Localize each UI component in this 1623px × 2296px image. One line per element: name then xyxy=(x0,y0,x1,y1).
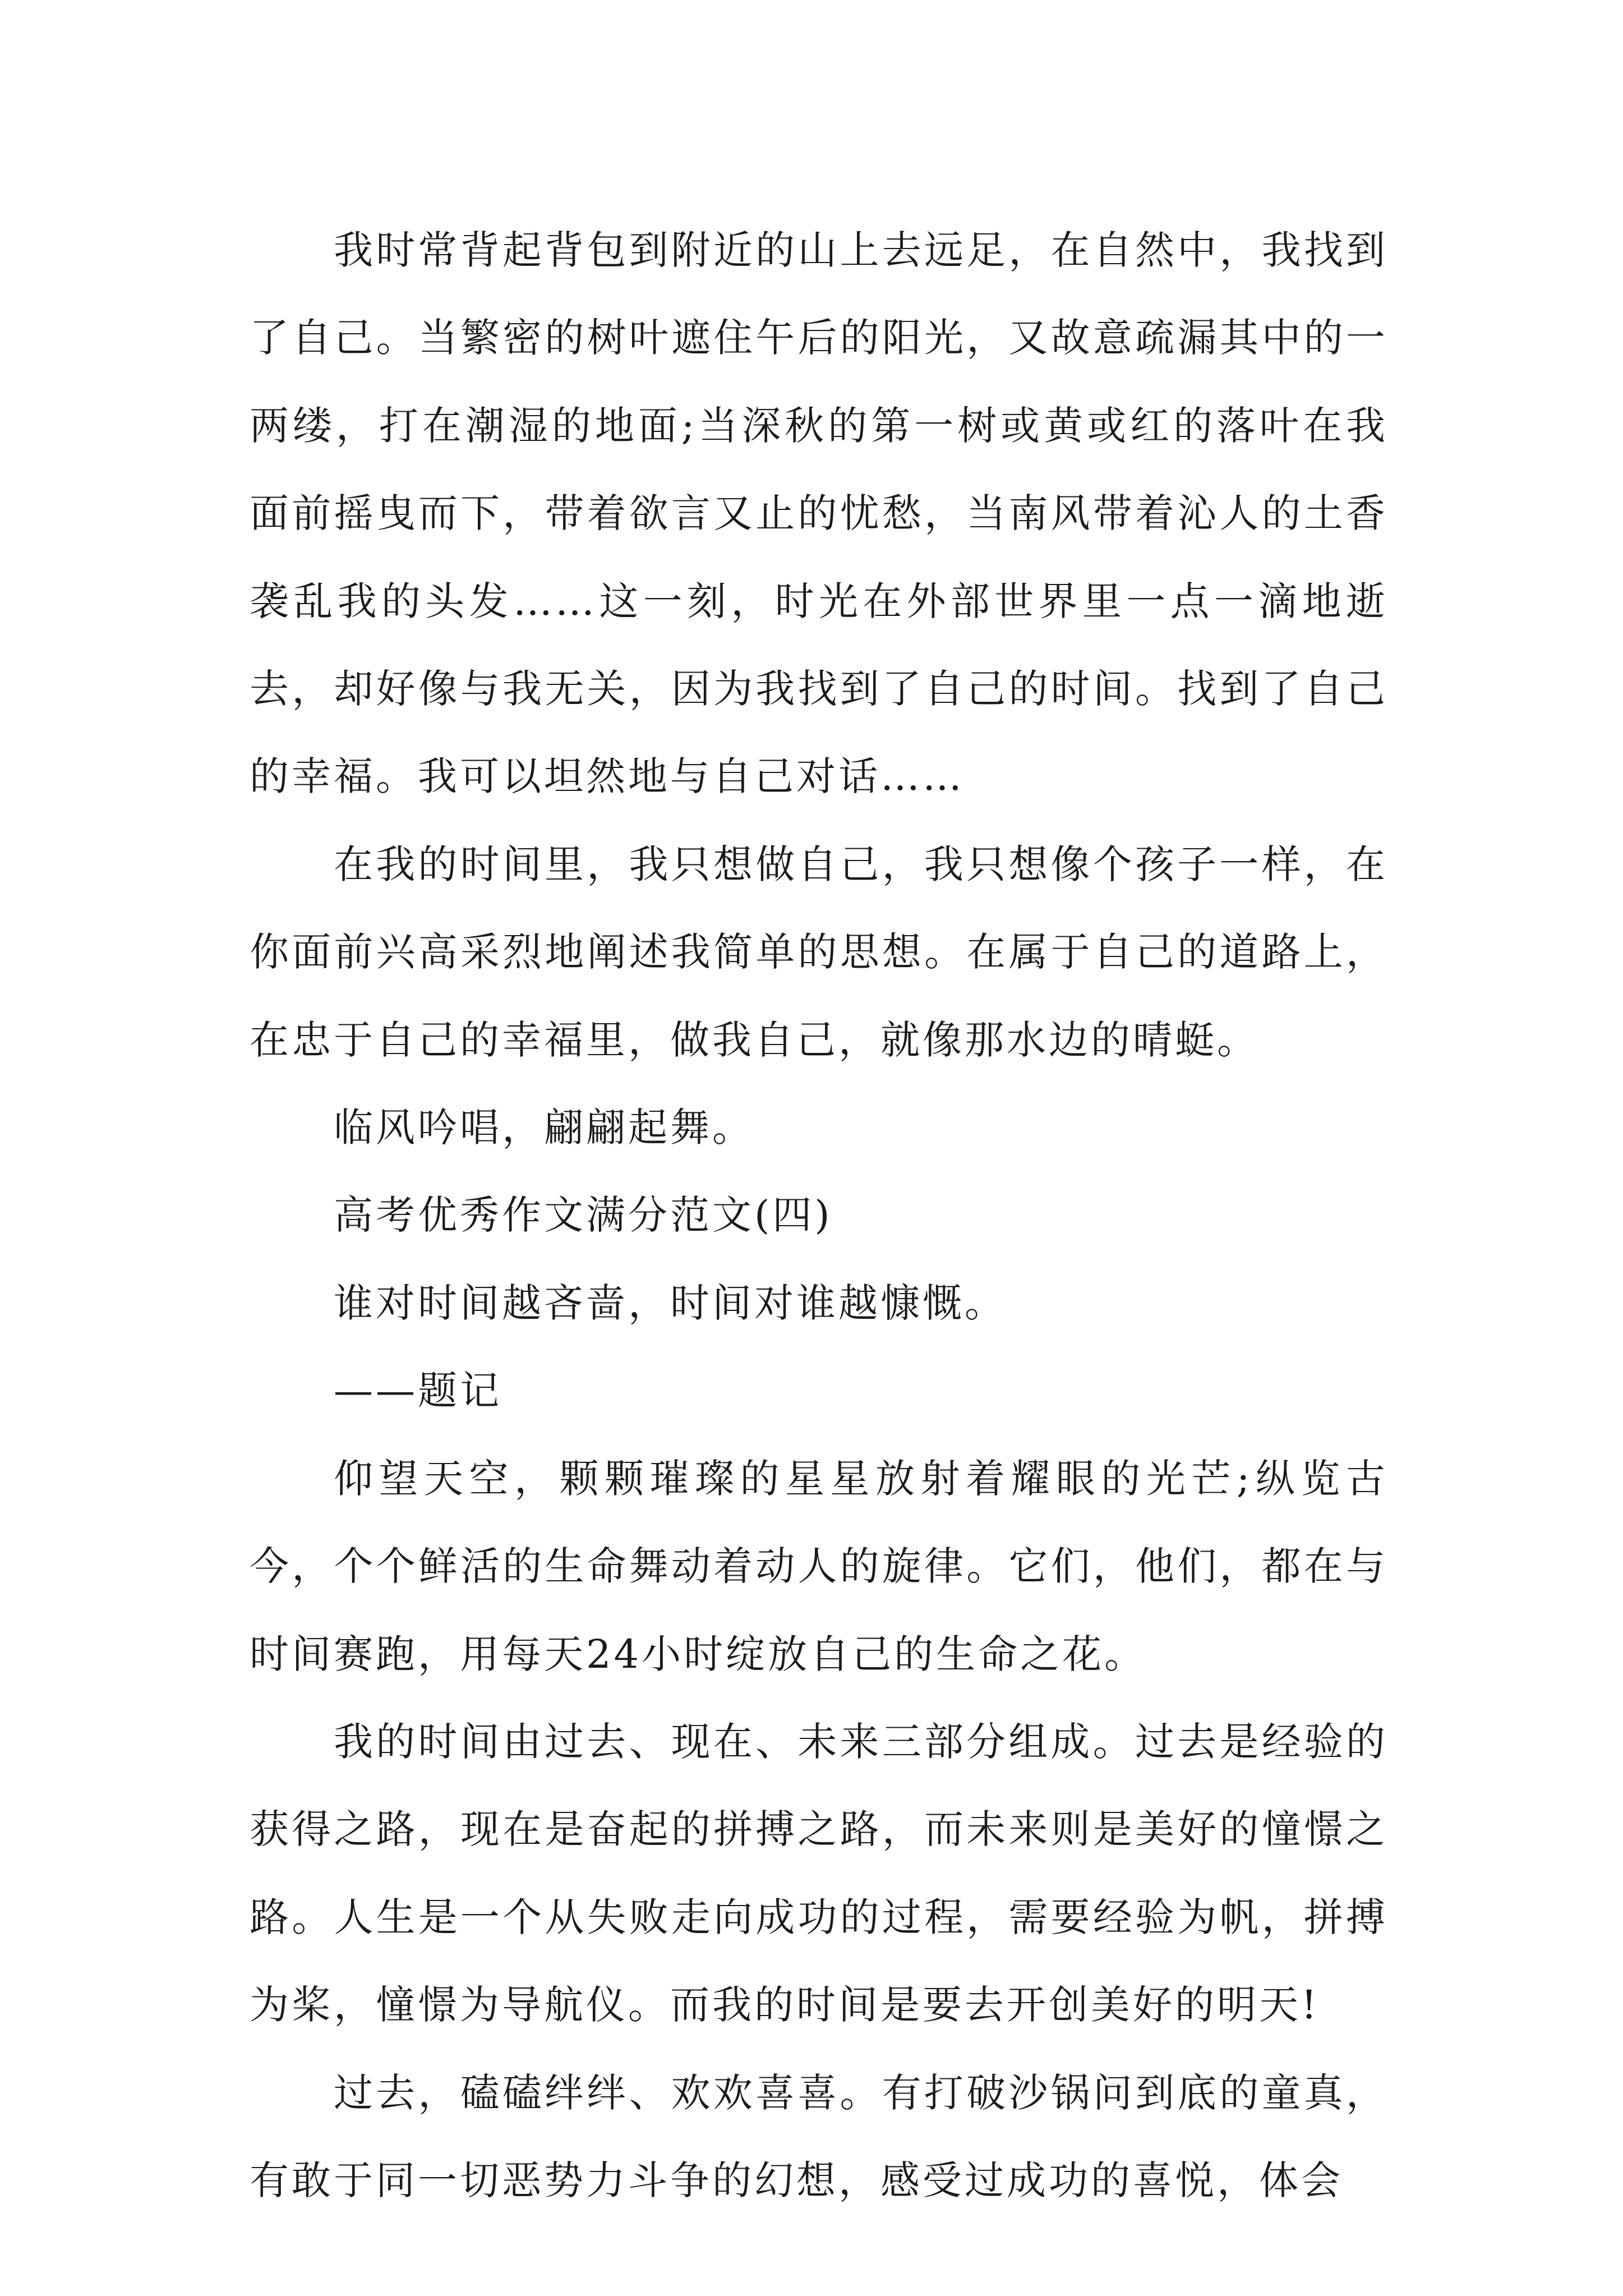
paragraph-2: 在我的时间里，我只想做自己，我只想像个孩子一样，在你面前兴高采烈地阐述我简单的思想。在属于自己的道路上，在忠于自己的幸福里，做我自己，就像那水边的晴蜓。 xyxy=(250,841,1388,1063)
paragraph-9: 过去，磕磕绊绊、欢欢喜喜。有打破沙锅问到底的童真，有敢于同一切恶势力斗争的幻想，感受过成功的喜悦，体会 xyxy=(250,2069,1388,2203)
paragraph-7: 仰望天空，颗颗璀璨的星星放射着耀眼的光芒;纵览古今，个个鲜活的生命舞动着动人的旋律。它们，他们，都在与时间赛跑，用每天24小时绽放自己的生命之花。 xyxy=(250,1455,1388,1677)
epigraph-attribution: ——题记 xyxy=(334,1368,502,1414)
paragraph-3: 临风吟唱，翩翩起舞。 xyxy=(334,1105,754,1151)
paragraph-8: 我的时间由过去、现在、未来三部分组成。过去是经验的获得之路，现在是奋起的拼搏之路，而未来则是美好的憧憬之路。人生是一个从失败走向成功的过程，需要经验为帆，拼搏为桨，憧憬为导航仪。而我的时间是要去开创美好的明天! xyxy=(250,1718,1388,2028)
paragraph-1: 我时常背起背包到附近的山上去远足，在自然中，我找到了自己。当繁密的树叶遮住午后的阳光，又故意疏漏其中的一两缕，打在潮湿的地面;当深秋的第一树或黄或红的落叶在我面前摇曳而下，带着欲言又止的忧愁，当南风带着沁人的土香袭乱我的头发……这一刻，时光在外部世界里一点一滴地逝去，却好像与我无关，因为我找到了自己的时间。找到了自己的幸福。我可以坦然地与自己对话…… xyxy=(250,227,1388,800)
document-body xyxy=(250,206,1388,2224)
section-heading: 高考优秀作文满分范文(四) xyxy=(334,1192,833,1239)
epigraph: 谁对时间越吝啬，时间对谁越慷慨。 xyxy=(334,1280,1007,1326)
